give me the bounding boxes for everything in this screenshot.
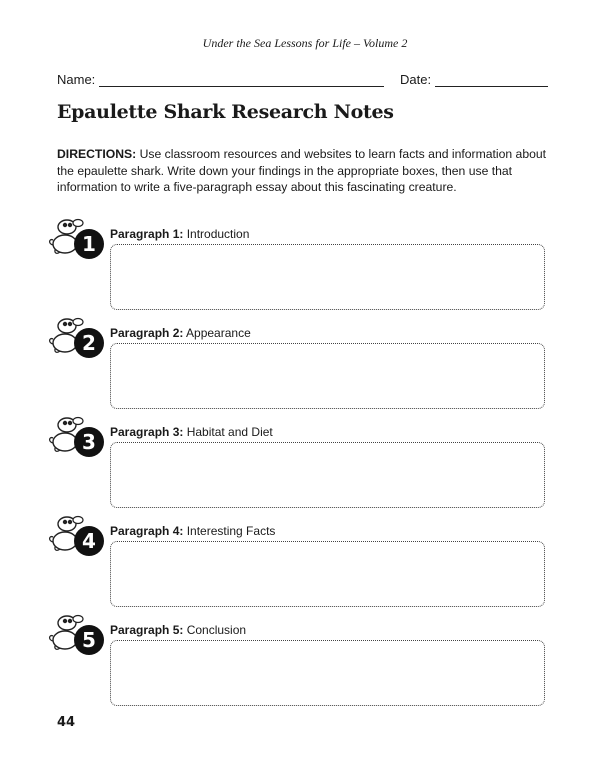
paragraph-heading-2 <box>110 326 251 340</box>
turtle-number-icon <box>45 511 107 561</box>
date-field <box>400 72 548 87</box>
paragraph-heading-1 <box>110 227 249 241</box>
paragraph-label-2: Paragraph 2: <box>110 326 184 340</box>
name-underline[interactable] <box>99 73 384 87</box>
section-number-3: 3 <box>82 430 96 454</box>
paragraph-topic-5: Conclusion <box>183 623 247 637</box>
turtle-number-icon <box>45 313 107 363</box>
paragraph-topic-2: Appearance <box>183 326 251 340</box>
paragraph-section-4 <box>45 523 555 618</box>
paragraph-label-5: Paragraph 5: <box>110 623 184 637</box>
section-number-5: 5 <box>82 628 96 652</box>
directions <box>57 146 547 196</box>
paragraph-topic-1: Introduction <box>183 227 250 241</box>
turtle-number-icon <box>45 214 107 264</box>
running-header: Under the Sea Lessons for Life – Volume 2 <box>202 36 408 50</box>
paragraph-heading-4 <box>110 524 275 538</box>
paragraph-section-5 <box>45 622 555 717</box>
page-title: Epaulette Shark Research Notes <box>57 101 394 123</box>
notes-box-1[interactable] <box>110 244 545 310</box>
directions-lead: DIRECTIONS: <box>57 147 137 161</box>
notes-box-5[interactable] <box>110 640 545 706</box>
name-field <box>57 72 384 87</box>
date-underline[interactable] <box>435 73 548 87</box>
paragraph-topic-3: Habitat and Diet <box>183 425 273 439</box>
notes-box-4[interactable] <box>110 541 545 607</box>
page-number: 44 <box>57 715 76 730</box>
paragraph-label-1: Paragraph 1: <box>110 227 184 241</box>
notes-box-2[interactable] <box>110 343 545 409</box>
section-number-4: 4 <box>82 529 96 553</box>
paragraph-section-2 <box>45 325 555 420</box>
paragraph-heading-5 <box>110 623 246 637</box>
section-number-1: 1 <box>82 232 96 256</box>
paragraph-heading-3 <box>110 425 273 439</box>
paragraph-section-1 <box>45 226 555 321</box>
notes-box-3[interactable] <box>110 442 545 508</box>
paragraph-label-4: Paragraph 4: <box>110 524 184 538</box>
section-number-2: 2 <box>82 331 96 355</box>
paragraph-section-3 <box>45 424 555 519</box>
turtle-number-icon <box>45 610 107 660</box>
paragraph-topic-4: Interesting Facts <box>183 524 276 538</box>
turtle-number-icon <box>45 412 107 462</box>
directions-text: Use classroom resources and websites to learn facts and information about the epaulette shark. Write down your findings in the appropriate boxes, then use that information to write a five-paragraph essay about this fascinating creature. <box>57 147 547 194</box>
date-label: Date: <box>400 72 432 87</box>
paragraph-label-3: Paragraph 3: <box>110 425 184 439</box>
name-label: Name: <box>57 72 96 87</box>
